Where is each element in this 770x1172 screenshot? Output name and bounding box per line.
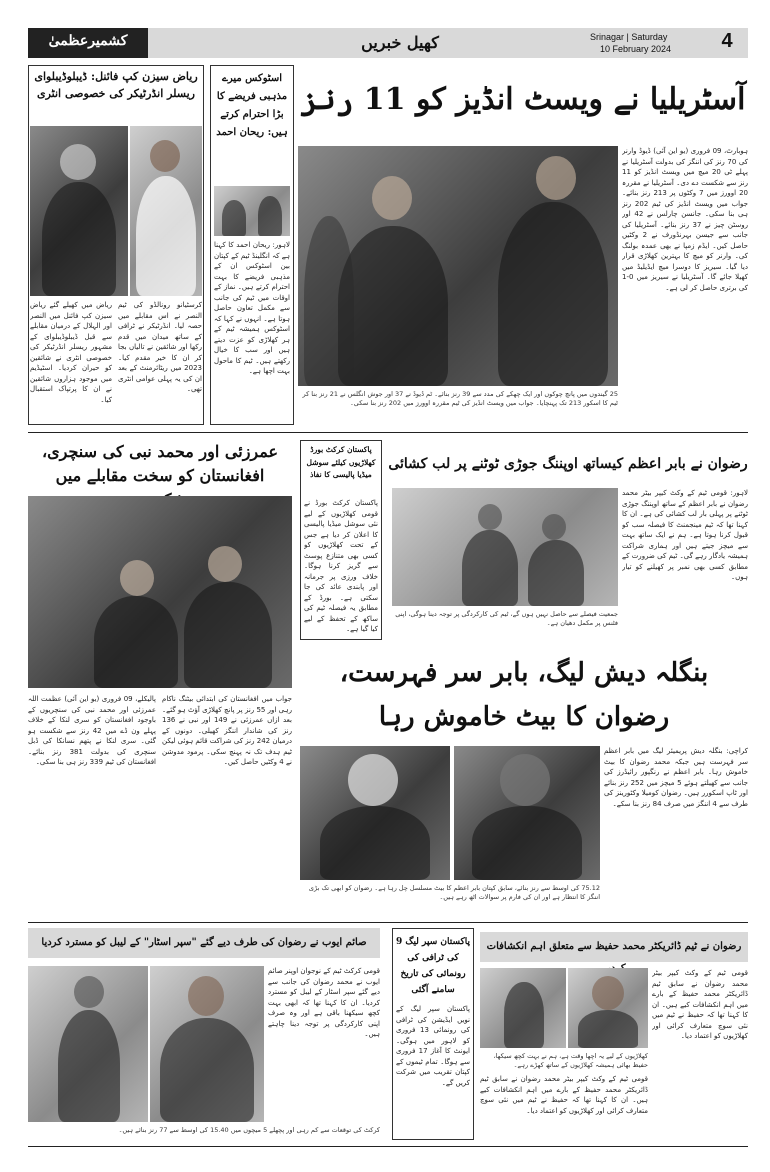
stokes-body: لاہور: ریحان احمد کا کہنا ہے کہ انگلینڈ ٹیم کے کپتان بین اسٹوکس ان کے مذہبی فریضے کا بہت احترام کرتے ہیں۔ نماز کے اوقات میں ٹیم کی جانب سے مکمل تعاون حاصل ہوتا ہے۔ انہوں نے کہا کہ اسٹوکس ہمیشہ ٹیم کے ہر کھلاڑی کو عزت دیتے ہیں اور سب کا خیال رکھتے ہیں۔ ٹیم کا ماحول بہت اچھا ہے۔ <box>214 241 290 375</box>
afg-photo <box>28 496 292 688</box>
stokes-photo <box>214 186 290 236</box>
aus-body: ہوبارٹ، 09 فروری (یو این آئی) ڈیوڈ وارنر کی 70 رنز کی اننگز کی بدولت آسٹریلیا نے پہلے ٹی 20 میچ میں ویسٹ انڈیز کو 11 رنز سے شکست دے دی۔ آسٹریلیا نے مقررہ 20 اوورز میں 7 وکٹوں پر 213 رنز بنائے۔ جواب میں ویسٹ انڈیز کی ٹیم 202 رنز ہی بنا سکی۔ جانسن چارلس نے 42 اور روسٹن چیز نے 37 رنز بنائے۔ آسٹریلیا کی جانب سے جیسن بہرنڈورف نے 2 وکٹیں حاصل کیں۔ ایڈم زمپا نے بھی عمدہ بولنگ کی۔ وارنر کو میچ کا بہترین کھلاڑی قرار دیا گیا۔ سیریز کا دوسرا میچ ایڈیلیڈ میں کھیلا جائے گا۔ آسٹریلیا نے سیریز میں 0-1 کی برتری حاصل کر لی ہے۔ <box>622 147 748 292</box>
aus-photo <box>298 146 618 386</box>
riyadh-body-left: ریاض میں کھیلے گئے ریاض سیزن کپ فائنل میں النصر اور الہلال کے درمیان مقابلے سے قبل ڈیبلوڈیبلوای کے مشہور ریسلر انڈرٹیکر کی خصوصی انٹری نے شائقین کو حیران کردیا۔ اسٹیڈیم میں موجود ہزاروں شائقین نے ان کا پرتپاک استقبال کیا۔ <box>30 301 112 404</box>
riyadh-body-right: کرسٹیانو رونالڈو کی ٹیم النصر نے اس مقابلے میں حصہ لیا۔ انڈرٹیکر نے ٹرافی کے ساتھ میدان میں قدم رکھا اور شائقین نے تالیاں بجا کر ان کا خیر مقدم کیا۔ 2023 میں ریٹائرمنٹ کے بعد ان کی یہ پہلی عوامی انٹری تھی۔ <box>118 301 202 393</box>
rizwan-babar-body: لاہور: قومی ٹیم کے وکٹ کیپر بیٹر محمد رضوان نے بابر اعظم کے ساتھ اوپننگ جوڑی ٹوٹنے پر پہلی بار لب کشائی کی ہے۔ ان کا کہنا تھا کہ ٹیم مینجمنٹ کا فیصلہ سب کو قبول کرنا ہوتا ہے۔ ہم نے ایک ساتھ بہت سے میچز جیتے ہیں اور ہماری شراکت ہمیشہ یادگار رہے گی۔ ٹیم کی ضرورت کے مطابق کسی بھی نمبر پر کھیلنے کو تیار ہوں۔ <box>622 489 748 581</box>
saim-headline: صائم ایوب نے رضوان کی طرف دیے گئے "سپر اسٹار" کے لیبل کو مسترد کردیا <box>41 937 367 948</box>
masthead-city-day: Srinagar | Saturday <box>590 32 668 42</box>
psl-headline: پاکستان سپر لیگ 9 کی ٹرافی کی رونمائی کی تاریخ سامنے آگئی <box>395 937 471 995</box>
rizwan-babar-caption: جمعیت فیصلے سے حاصل نہیں ہوں گے، ٹیم کی کارکردگی پر توجہ دینا ہوگی، اپنی فٹنس پر مکمل دھیان ہے۔ <box>395 610 618 627</box>
bangladesh-headline-line2: رضوان کا بیٹ خاموش رہا <box>378 702 670 732</box>
hafeez-caption: کھلاڑیوں کے لیے یہ اچھا وقت ہے، ہم نے بہت کچھ سیکھا، حفیظ بھائی ہمیشہ کھلاڑیوں کے ساتھ کھڑے رہے۔ <box>493 1052 648 1069</box>
bangladesh-photo-right <box>454 746 600 880</box>
saim-body: قومی کرکٹ ٹیم کے نوجوان اوپنر صائم ایوب نے محمد رضوان کی جانب سے دیے گئے سپر اسٹار کے لیبل کو مسترد کردیا۔ ان کا کہنا تھا کہ ابھی بہت کچھ سیکھنا باقی ہے اور وہ صرف اپنی کارکردگی پر توجہ دینا چاہتے ہیں۔ <box>268 967 380 1038</box>
bangladesh-headline-line1: بنگلہ دیش لیگ، بابر سر فہرست، <box>339 658 709 688</box>
masthead-date: 10 February 2024 <box>600 44 672 54</box>
divider-footer <box>28 1146 748 1147</box>
afg-headline-line1: عمرزئی اور محمد نبی کی سنچری، <box>41 442 279 461</box>
hafeez-body-lower: قومی ٹیم کے وکٹ کیپر بیٹر محمد رضوان نے سابق ٹیم ڈائریکٹر محمد حفیظ کے بارے میں اہم انکشافات کیے ہیں۔ ان کا کہنا تھا کہ حفیظ نے ٹیم میں نئی سوچ متعارف کرائی اور کھلاڑیوں کو اعتماد دیا۔ <box>480 1075 648 1115</box>
riyadh-headline: ریاض سیزن کپ فائنل: ڈیبلوڈیبلوای ریسلر انڈرٹیکر کی خصوصی انٹری <box>34 70 198 100</box>
psl-body: پاکستان سپر لیگ کے نویں ایڈیشن کی ٹرافی کی رونمائی 13 فروری کو لاہور میں ہوگی۔ ایونٹ کا آغاز 17 فروری سے ہوگا۔ تمام ٹیموں کے کپتان تقریب میں شرکت کریں گے۔ <box>396 1005 470 1087</box>
rizwan-babar-headline: رضوان نے بابر اعظم کیساتھ اوپننگ جوڑی ٹوٹنے پر لب کشائی <box>388 456 748 472</box>
aus-caption: 25 گیندوں میں پانچ چوکوں اور ایک چھکے کی مدد سے 39 رنز بنائے۔ ٹم ڈیوڈ نے 37 اور جوش انگلس نے 21 رنز بنا کر ٹیم کا اسکور 213 تک پہنچایا۔ جواب میں ویسٹ انڈیز کی ٹیم مقررہ اوورز میں 202 رنز بنا سکی۔ <box>302 390 618 407</box>
divider-bottom <box>28 922 748 923</box>
section-title: کھیل خبریں <box>361 33 439 52</box>
stokes-headline: اسٹوکس میرے مذہبی فریضے کا بڑا احترام کرتے ہیں: ریحان احمد <box>216 73 288 138</box>
afg-body-left: پالیکلے، 09 فروری (یو این آئی) عظمت اللہ عمرزئی اور محمد نبی کی سنچریوں کے باوجود افغانستان کو سری لنکا کے خلاف پہلے ون ڈے میں 42 رنز سے شکست ہو گئی۔ سری لنکا نے پتھم نسانکا کی ڈبل سنچری کی بدولت 381 رنز بنائے۔ افغانستان کی ٹیم 339 رنز ہی بنا سکی۔ <box>28 695 156 766</box>
afg-headline-line2: افغانستان کو سخت مقابلے میں <box>55 466 265 485</box>
page-number: 4 <box>721 30 733 52</box>
bangladesh-body: کراچی: بنگلہ دیش پریمیئر لیگ میں بابر اعظم سر فہرست ہیں جبکہ محمد رضوان کا بیٹ خاموش رہا۔ بابر اعظم نے رنگپور رائیڈرز کی جانب سے کھیلتے ہوئے 5 میچز میں 252 رنز بنائے اور ٹاپ اسکورر ہیں۔ رضوان کومیلا وکٹورینز کی طرف سے 4 اننگز میں صرف 84 رنز بنا سکے۔ <box>604 747 748 808</box>
afg-body-right: جواب میں افغانستان کی ابتدائی بیٹنگ ناکام رہی اور 55 رنز پر پانچ کھلاڑی آؤٹ ہو گئے۔ بعد ازاں عمرزئی نے 149 اور نبی نے 136 رنز کی شاندار اننگز کھیلی۔ دونوں کے درمیان 242 رنز کی شراکت قائم ہوئی لیکن ٹیم ہدف تک نہ پہنچ سکی۔ پرمود مدوشن نے 4 وکٹیں حاصل کیں۔ <box>162 695 292 766</box>
saim-photo-right <box>150 966 264 1122</box>
divider-top <box>28 432 748 433</box>
aus-headline: آسٹریلیا نے ویسٹ انڈیز کو 11 رنز <box>300 82 746 117</box>
pcb-body: پاکستان کرکٹ بورڈ نے قومی کھلاڑیوں کے لیے نئی سوشل میڈیا پالیسی کا اعلان کر دیا ہے جس کے تحت کھلاڑیوں کو کسی بھی متنازع پوسٹ سے گریز کرنا ہوگا۔ خلاف ورزی پر جرمانہ اور پابندی عائد کی جا سکتی ہے۔ بورڈ کے مطابق یہ فیصلہ ٹیم کی ساکھ کے تحفظ کے لیے کیا گیا ہے۔ <box>304 499 378 633</box>
hafeez-body: قومی ٹیم کے وکٹ کیپر بیٹر محمد رضوان نے سابق ٹیم ڈائریکٹر محمد حفیظ کے بارے میں اہم انکشافات کیے ہیں۔ ان کا کہنا تھا کہ حفیظ نے ٹیم میں نئی سوچ متعارف کرائی اور کھلاڑیوں کو اعتماد دیا۔ <box>652 969 748 1040</box>
saim-caption: کرکٹ کی توقعات سے کم رہی اور پچھلے 5 میچوں میں 15.40 کی اوسط سے 77 رنز بنائے ہیں۔ <box>118 1126 380 1134</box>
masthead-logo-text: کشمیرعظمیٰ <box>48 33 128 49</box>
hafeez-headline: رضوان نے ٹیم ڈائریکٹر محمد حفیظ سے متعلق اہم انکشافات <box>486 941 742 952</box>
pcb-headline: پاکستان کرکٹ بورڈ کھلاڑیوں کیلئے سوشل میڈیا پالیسی کا نفاذ <box>306 445 376 479</box>
riyadh-photo-undertaker <box>30 126 128 296</box>
hafeez-photo-right <box>568 968 648 1048</box>
hafeez-photo-left <box>480 968 566 1048</box>
riyadh-photo-ronaldo <box>130 126 202 296</box>
saim-photo-left <box>28 966 148 1122</box>
bangladesh-caption: 75.12 کی اوسط سے رنز بنائے، سابق کپتان بابر اعظم کا بیٹ مسلسل چل رہا ہے۔ رضوان کو ابھی تک بڑی اننگز کا انتظار ہے اور ان کی فارم پر سوالات اٹھ رہے ہیں۔ <box>308 884 600 901</box>
bangladesh-photo-left <box>300 746 450 880</box>
rizwan-babar-photo <box>392 488 618 606</box>
